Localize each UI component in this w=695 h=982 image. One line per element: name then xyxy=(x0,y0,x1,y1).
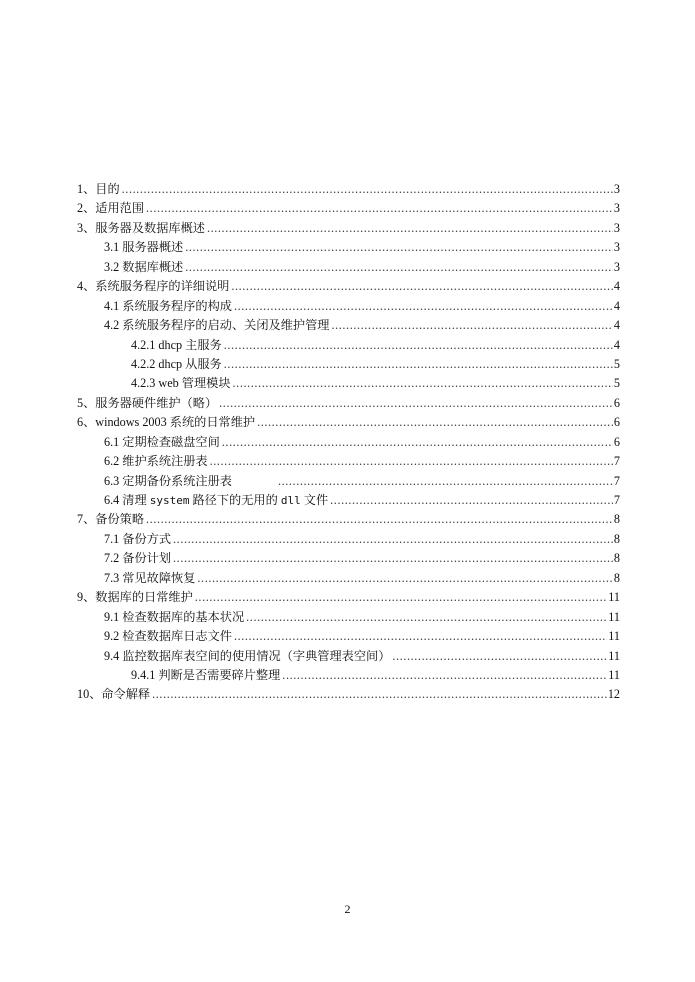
toc-entry-label: 4.1 系统服务程序的构成 xyxy=(104,298,232,313)
toc-entry-label: 7.2 备份计划 xyxy=(104,551,172,566)
toc-entry-page: 12 xyxy=(607,687,620,702)
toc-leader-dots xyxy=(152,685,607,704)
toc-leader-dots xyxy=(122,180,613,199)
toc-entry-page: 11 xyxy=(608,629,620,644)
toc-entry-label: 4.2 系统服务程序的启动、关闭及维护管理 xyxy=(104,318,330,333)
toc-entry-6-4[interactable] xyxy=(77,491,620,510)
toc-entry-label: 7.3 常见故障恢复 xyxy=(104,570,196,585)
toc-leader-dots xyxy=(207,219,613,238)
toc-entry-page: 4 xyxy=(613,279,620,294)
toc-entry-page: 6 xyxy=(613,395,620,410)
toc-entry-page: 5 xyxy=(613,376,620,391)
toc-leader-dots xyxy=(185,258,613,277)
toc-entry-label: 1、目的 xyxy=(77,182,120,196)
toc-entry-page: 6 xyxy=(613,434,620,449)
toc-leader-dots xyxy=(185,238,613,257)
page-number: 2 xyxy=(344,902,351,916)
toc-entry-label: 4.2.1 dhcp 主服务 xyxy=(131,337,222,352)
toc-leader-dots xyxy=(197,569,613,588)
toc-entry-label: 6.2 维护系统注册表 xyxy=(104,454,208,469)
toc-entry-4-2-3[interactable] xyxy=(77,374,620,393)
toc-entry-4-2-1[interactable] xyxy=(77,336,620,355)
toc-entry-4-2[interactable] xyxy=(77,316,620,335)
toc-leader-dots xyxy=(224,336,613,355)
toc-entry-9[interactable] xyxy=(77,588,620,607)
toc-label-suffix: 文件 xyxy=(300,493,329,507)
toc-leader-dots xyxy=(233,374,613,393)
table-of-contents xyxy=(77,180,620,705)
toc-entry-page: 4 xyxy=(613,318,620,333)
toc-entry-9-1[interactable] xyxy=(77,608,620,627)
toc-entry-page: 11 xyxy=(608,667,620,682)
toc-entry-page: 8 xyxy=(613,570,620,585)
toc-entry-page: 8 xyxy=(613,531,620,546)
toc-entry-7-2[interactable] xyxy=(77,549,620,568)
toc-leader-dots xyxy=(234,297,613,316)
toc-entry-7-3[interactable] xyxy=(77,569,620,588)
toc-leader-dots xyxy=(195,588,607,607)
toc-entry-9-4[interactable] xyxy=(77,647,620,666)
toc-entry-label: 3.2 数据库概述 xyxy=(104,259,184,274)
toc-entry-label: 10、命令解释 xyxy=(77,687,151,702)
toc-entry-6-2[interactable] xyxy=(77,452,620,471)
toc-leader-dots xyxy=(219,394,613,413)
toc-entry-page: 8 xyxy=(613,551,620,566)
toc-leader-dots xyxy=(210,452,613,471)
toc-leader-dots xyxy=(222,433,613,452)
toc-leader-dots xyxy=(234,627,607,646)
toc-entry-3-2[interactable] xyxy=(77,258,620,277)
toc-entry-4-1[interactable] xyxy=(77,297,620,316)
toc-entry-label: 3、服务器及数据库概述 xyxy=(77,220,205,235)
toc-leader-dots xyxy=(282,666,607,685)
toc-entry-page: 7 xyxy=(613,493,620,507)
toc-entry-page: 5 xyxy=(613,356,620,371)
toc-entry-page: 8 xyxy=(613,512,620,527)
toc-entry-label: 6.3 定期备份系统注册表 xyxy=(104,473,232,488)
toc-entry-page: 4 xyxy=(613,337,620,352)
toc-entry-4-2-2[interactable] xyxy=(77,355,620,374)
toc-entry-page: 7 xyxy=(613,473,620,488)
toc-leader-dots xyxy=(231,277,613,296)
toc-entry-3-1[interactable] xyxy=(77,238,620,257)
toc-entry-page: 3 xyxy=(613,201,620,216)
toc-entry-6[interactable] xyxy=(77,413,620,432)
toc-label-prefix: 6.4 清理 xyxy=(104,493,150,507)
toc-entry-label: 9、数据库的日常维护 xyxy=(77,590,193,605)
toc-entry-label: 4、系统服务程序的详细说明 xyxy=(77,279,230,294)
toc-entry-4[interactable] xyxy=(77,277,620,296)
toc-entry-page: 3 xyxy=(613,240,620,255)
toc-leader-dots xyxy=(331,316,612,335)
toc-leader-dots xyxy=(278,472,613,491)
toc-entry-7-1[interactable] xyxy=(77,530,620,549)
toc-entry-label: 4.2.3 web 管理模块 xyxy=(131,376,231,391)
toc-leader-dots xyxy=(173,530,613,549)
toc-entry-label: 6.1 定期检查磁盘空间 xyxy=(104,434,220,449)
toc-entry-page: 6 xyxy=(613,415,620,430)
toc-leader-dots xyxy=(146,510,613,529)
toc-leader-dots xyxy=(330,491,613,510)
toc-leader-dots xyxy=(173,549,613,568)
toc-label-code-system: system xyxy=(149,494,190,507)
toc-entry-label xyxy=(104,491,330,510)
toc-entry-label: 5、服务器硬件维护（略） xyxy=(77,395,218,410)
toc-entry-label: 7.1 备份方式 xyxy=(104,531,172,546)
toc-leader-dots xyxy=(146,199,613,218)
toc-entry-label: 7、备份策略 xyxy=(77,512,145,527)
toc-entry-5[interactable] xyxy=(77,394,620,413)
toc-label-middle: 路径下的无用的 xyxy=(189,493,281,507)
toc-leader-dots xyxy=(224,355,613,374)
toc-entry-9-2[interactable] xyxy=(77,627,620,646)
toc-entry-label: 9.4 监控数据库表空间的使用情况（字典管理表空间） xyxy=(104,648,391,663)
toc-entry-page: 3 xyxy=(613,182,620,196)
toc-entry-6-3[interactable] xyxy=(77,472,620,491)
toc-entry-label: 9.1 检查数据库的基本状况 xyxy=(104,609,245,624)
toc-entry-label: 3.1 服务器概述 xyxy=(104,240,184,255)
toc-leader-dots xyxy=(246,608,607,627)
toc-entry-label: 2、适用范围 xyxy=(77,201,145,216)
toc-entry-page: 11 xyxy=(608,590,620,605)
toc-entry-2[interactable] xyxy=(77,199,620,218)
toc-entry-label: 9.2 检查数据库日志文件 xyxy=(104,629,232,644)
toc-entry-page: 3 xyxy=(613,220,620,235)
toc-entry-page: 7 xyxy=(613,454,620,469)
toc-leader-dots xyxy=(257,413,613,432)
toc-entry-6-1[interactable] xyxy=(77,433,620,452)
toc-entry-page: 11 xyxy=(608,648,620,663)
toc-label-code-dll: dll xyxy=(280,494,301,507)
toc-entry-page: 11 xyxy=(608,609,620,624)
toc-entry-page: 4 xyxy=(613,298,620,313)
toc-entry-label: 6、windows 2003 系统的日常维护 xyxy=(77,415,256,430)
toc-entry-label: 9.4.1 判断是否需要碎片整理 xyxy=(131,667,281,682)
toc-leader-dots xyxy=(392,647,607,666)
toc-entry-7[interactable] xyxy=(77,510,620,529)
toc-entry-3[interactable] xyxy=(77,219,620,238)
toc-entry-1[interactable] xyxy=(77,180,620,199)
toc-entry-10[interactable] xyxy=(77,685,620,704)
toc-entry-9-4-1[interactable] xyxy=(77,666,620,685)
toc-entry-page: 3 xyxy=(613,259,620,274)
toc-entry-label: 4.2.2 dhcp 从服务 xyxy=(131,356,222,371)
